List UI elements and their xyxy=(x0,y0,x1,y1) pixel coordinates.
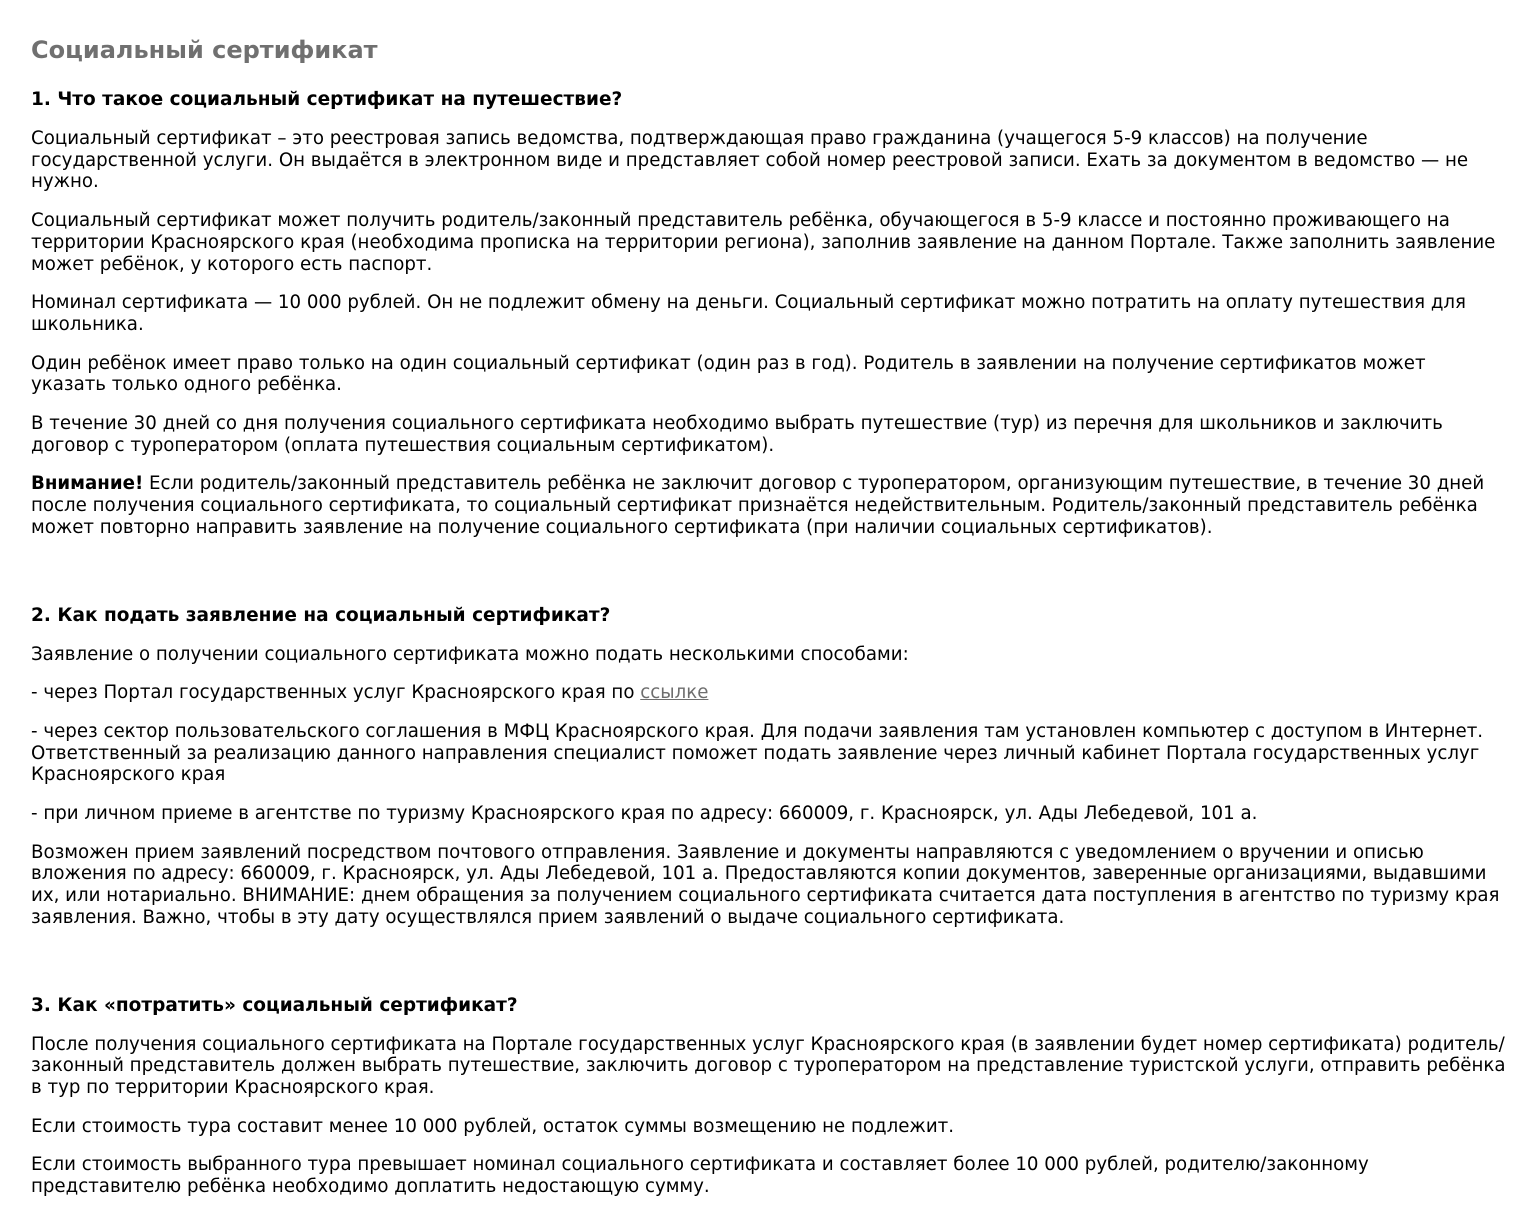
paragraph: Социальный сертификат может получить родитель/законный представитель ребёнка, обучающегося в 5-9 классе и постоянно проживающего на территории Красноярского края (необходима прописка на территории региона), заполнив заявление на данном Портале. Также заполнить заявление может ребёнок, у которого есть паспорт. xyxy=(31,210,1496,275)
page-title: Социальный сертификат xyxy=(31,36,378,64)
article xyxy=(31,34,1506,1215)
warning-label: Внимание! xyxy=(31,473,144,495)
paragraph: Возможен прием заявлений посредством почтового отправления. Заявление и документы направляются с уведомлением о вручении и описью вложения по адресу: 660009, г. Красноярск, ул. Ады Лебедевой, 101 а. Предоставляются копии документов, заверенные организациями, выдавшими их, или нотариально. ВНИМАНИЕ: днем обращения за получением социального сертификата считается дата поступления в агентство по туризму края заявления. Важно, чтобы в эту дату осуществлялся прием заявлений о выдаче социального сертификата. xyxy=(31,841,1500,928)
paragraph: Номинал сертификата — 10 000 рублей. Он не подлежит обмену на деньги. Социальный сертификат можно потратить на оплату путешествия для школьника. xyxy=(31,292,1466,335)
section-how-to-spend xyxy=(31,995,1506,1198)
paragraph: - через сектор пользовательского соглашения в МФЦ Красноярского края. Для подачи заявления там установлен компьютер с доступом в Интернет. Ответственный за реализацию данного направления специалист поможет подать заявление через личный кабинет Портала государственных услуг Красноярского края xyxy=(31,720,1484,786)
paragraph: После получения социального сертификата на Портале государственных услуг Красноярского края (в заявлении будет номер сертификата) родитель/законный представитель должен выбрать путешествие, заключить договор с туроператором на представление туристской услуги, отправить ребёнка в тур по территории Красноярского края. xyxy=(31,1033,1506,1098)
paragraph: Если стоимость выбранного тура превышает номинал социального сертификата и составляет более 10 000 рублей, родителю/законному представителю ребёнка необходимо доплатить недостающую сумму. xyxy=(31,1154,1369,1198)
paragraph: - при личном приеме в агентстве по туризму Красноярского края по адресу: 660009, г. Красноярск, ул. Ады Лебедевой, 101 а. xyxy=(31,803,1258,825)
section-how-to-apply xyxy=(31,605,1506,929)
section-spacer xyxy=(31,556,1506,605)
warning-paragraph xyxy=(31,473,1506,538)
portal-link[interactable]: ссылке xyxy=(640,682,709,704)
paragraph: Один ребёнок имеет право только на один социальный сертификат (один раз в год). Родитель в заявлении на получение сертификатов может указать только одного ребёнка. xyxy=(31,352,1426,396)
paragraph: Заявление о получении социального сертификата можно подать несколькими способами: xyxy=(31,643,909,665)
paragraph: Если стоимость тура составит менее 10 000 рублей, остаток суммы возмещению не подлежит. xyxy=(31,1115,955,1137)
warning-text: Если родитель/законный представитель ребёнка не заключит договор с туроператором, организующим путешествие, в течение 30 дней после получения социального сертификата, то социальный сертификат признаётся недействительным. Родитель/законный представитель ребёнка может повторно направить заявление на получение социального сертификата (при наличии социальных сертификатов). xyxy=(31,473,1485,538)
section-heading: 1. Что такое социальный сертификат на путешествие? xyxy=(31,89,623,110)
portal-paragraph xyxy=(31,682,1506,704)
portal-text: - через Портал государственных услуг Красноярского края по xyxy=(31,682,641,704)
paragraph: Социальный сертификат – это реестровая запись ведомства, подтверждающая право гражданина (учащегося 5-9 классов) на получение государственной услуги. Он выдаётся в электронном виде и представляет собой номер реестровой записи. Ехать за документом в ведомство — не нужно. xyxy=(31,128,1469,193)
section-heading: 2. Как подать заявление на социальный сертификат? xyxy=(31,604,611,626)
section-heading: 3. Как «потратить» социальный сертификат? xyxy=(31,994,518,1016)
section-what-is-certificate xyxy=(31,89,1506,539)
paragraph: В течение 30 дней со дня получения социального сертификата необходимо выбрать путешествие (тур) из перечня для школьников и заключить договор с туроператором (оплата путешествия социальным сертификатом). xyxy=(31,413,1443,456)
section-spacer xyxy=(31,946,1506,995)
